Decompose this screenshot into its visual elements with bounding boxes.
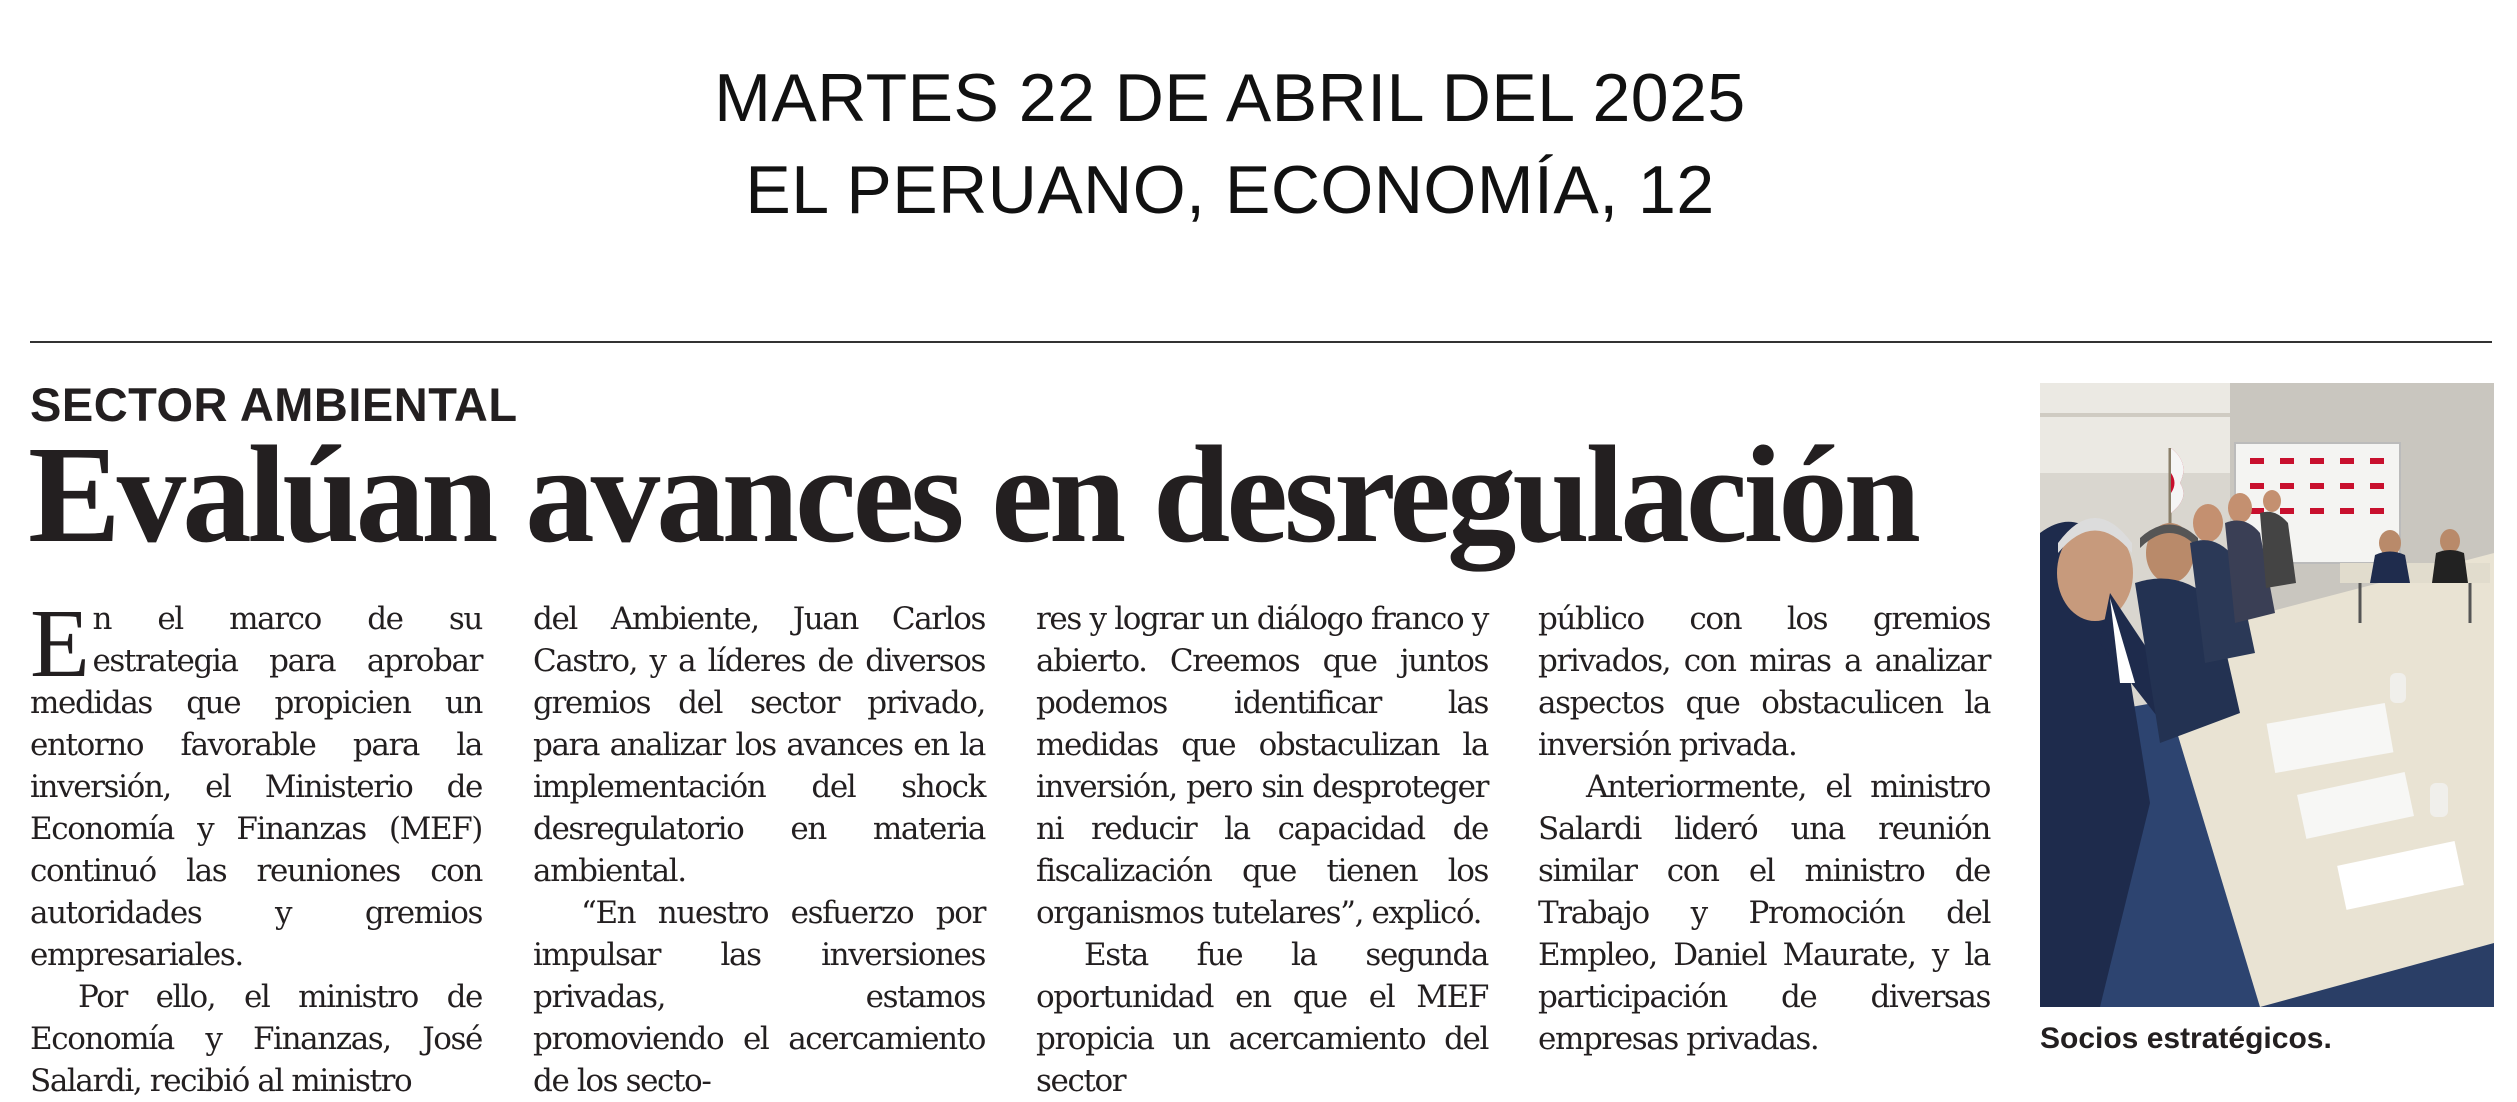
paragraph xyxy=(30,590,482,976)
paragraph: Por ello, el ministro de Economía y Finanzas, José Salardi, recibió al ministro xyxy=(30,979,482,1099)
paragraph: público con los gremios privados, con miras a analizar aspectos que obstaculicen la inversión privada. xyxy=(1538,601,1990,763)
paragraph: Esta fue la segunda oportunidad en que el MEF propicia un acercamiento del sector xyxy=(1036,937,1488,1099)
article-kicker: SECTOR AMBIENTAL xyxy=(30,378,518,431)
header-rule xyxy=(30,341,2492,343)
page-header xyxy=(0,52,2460,236)
meeting-photo xyxy=(2040,383,2494,1007)
paragraph: res y lograr un diálogo franco y abierto. Creemos que juntos podemos identificar las medidas que obstaculizan la inversión, pero sin desproteger ni reducir la capacidad de fiscalización que tienen los organismos tutelares”, explicó. xyxy=(1036,601,1488,931)
paragraph: “En nuestro esfuerzo por impulsar las inversiones privadas, estamos promoviendo el acercamiento de los secto- xyxy=(533,895,985,1099)
photo-caption: Socios estratégicos. xyxy=(2040,1022,2332,1055)
article-column-4 xyxy=(1538,598,1990,1060)
paragraph-text: n el marco de su estrategia para aprobar medidas que propicien un entorno favorable para la inversión, el Ministerio de Economía y Finanzas (MEF) continuó las reuniones con autoridades y gremios empresariales. xyxy=(30,601,482,973)
article-headline: Evalúan avances en desregulación xyxy=(28,418,1917,572)
paragraph: Anteriormente, el ministro Salardi lideró una reunión similar con el ministro de Trabajo y Promoción del Empleo, Daniel Maurate, y la participación de diversas empresas privadas. xyxy=(1538,769,1990,1057)
date-line: MARTES 22 DE ABRIL DEL 2025 xyxy=(714,60,1746,136)
article-column-3 xyxy=(1036,598,1488,1102)
section-line: EL PERUANO, ECONOMÍA, 12 xyxy=(745,152,1715,228)
drop-cap: E xyxy=(30,590,89,698)
article-column-1 xyxy=(30,590,482,1102)
article-column-2 xyxy=(533,598,985,1102)
paragraph: del Ambiente, Juan Carlos Castro, y a líderes de diversos gremios del sector privado, para analizar los avances en la implementación del shock desregulatorio en materia ambiental. xyxy=(533,601,985,889)
